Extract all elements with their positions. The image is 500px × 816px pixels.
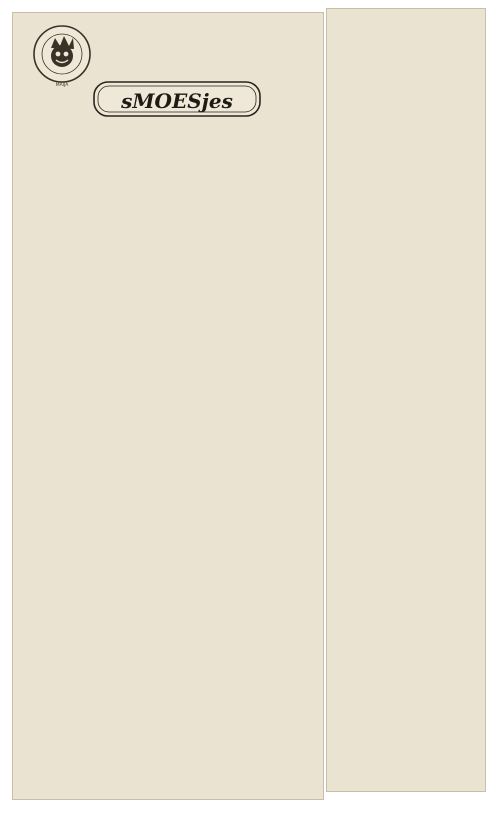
column-2-continued	[176, 670, 320, 762]
smoesjes-logo	[92, 76, 262, 122]
seal-logo	[32, 24, 92, 88]
svg-text:MAIJA: MAIJA	[55, 83, 69, 88]
column-1	[22, 318, 170, 796]
column-3	[331, 14, 481, 788]
svg-text:sMOESjes: sMOESjes	[121, 89, 233, 113]
column-2	[176, 300, 320, 666]
